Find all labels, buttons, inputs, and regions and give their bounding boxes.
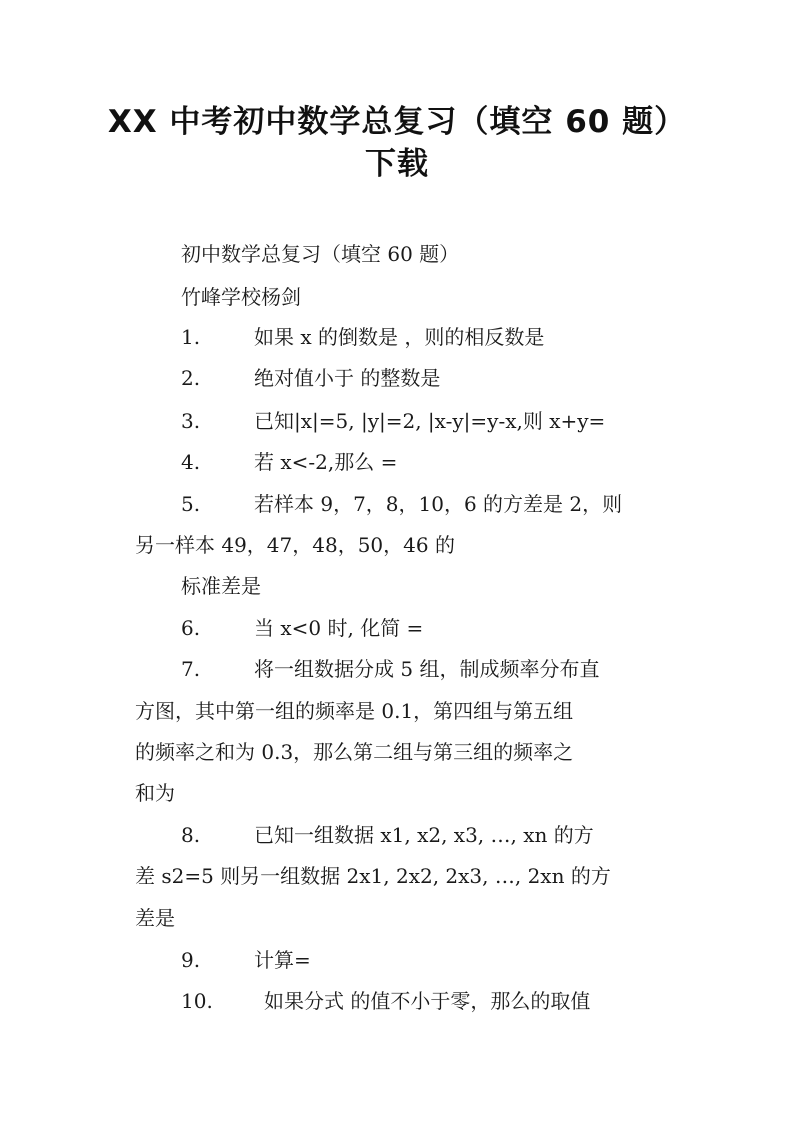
question-text: 如果 x 的倒数是 ，则的相反数是 [254,325,545,349]
question-text-continuation: 差是 [135,906,175,930]
question-text-continuation: 方图，其中第一组的频率是 0.1，第四组与第五组 [135,699,574,723]
question-text-continuation: 和为 [135,781,175,805]
question-text: 绝对值小于 的整数是 [254,366,441,390]
question-number: 8. [181,823,201,847]
question-text-continuation: 差 s2=5 则另一组数据 2x1, 2x2, 2x3, …, 2xn 的方 [135,864,611,888]
question-text-continuation: 的频率之和为 0.3，那么第二组与第三组的频率之 [135,740,574,764]
question-text: 若样本 9，7，8，10，6 的方差是 2，则 [254,492,623,516]
question-text: 计算= [254,948,311,972]
question-number: 1. [181,325,201,349]
question-number: 4. [181,450,201,474]
author-line: 竹峰学校杨剑 [181,285,301,309]
question-number: 5. [181,492,201,516]
question-number: 10. [181,989,213,1013]
question-text: 如果分式 的值不小于零，那么的取值 [264,989,591,1013]
question-number: 2. [181,366,201,390]
question-text-continuation: 另一样本 49，47，48，50，46 的 [135,533,455,557]
subtitle: 初中数学总复习（填空 60 题） [181,242,460,266]
question-number: 9. [181,948,201,972]
question-text-continuation: 标准差是 [181,574,261,598]
document-title-line-1: XX 中考初中数学总复习（填空 60 题） [107,104,687,140]
question-number: 3. [181,409,201,433]
question-text: 将一组数据分成 5 组，制成频率分布直 [254,657,600,681]
document-title-line-2: 下载 [365,146,429,182]
question-text: 若 x<-2,那么 = [254,450,398,474]
question-text: 已知一组数据 x1, x2, x3, …, xn 的方 [254,823,594,847]
question-number: 7. [181,657,201,681]
question-text: 当 x<0 时, 化简 = [254,616,424,640]
question-text: 已知|x|=5, |y|=2, |x-y|=y-x,则 x+y= [254,409,606,433]
question-number: 6. [181,616,201,640]
